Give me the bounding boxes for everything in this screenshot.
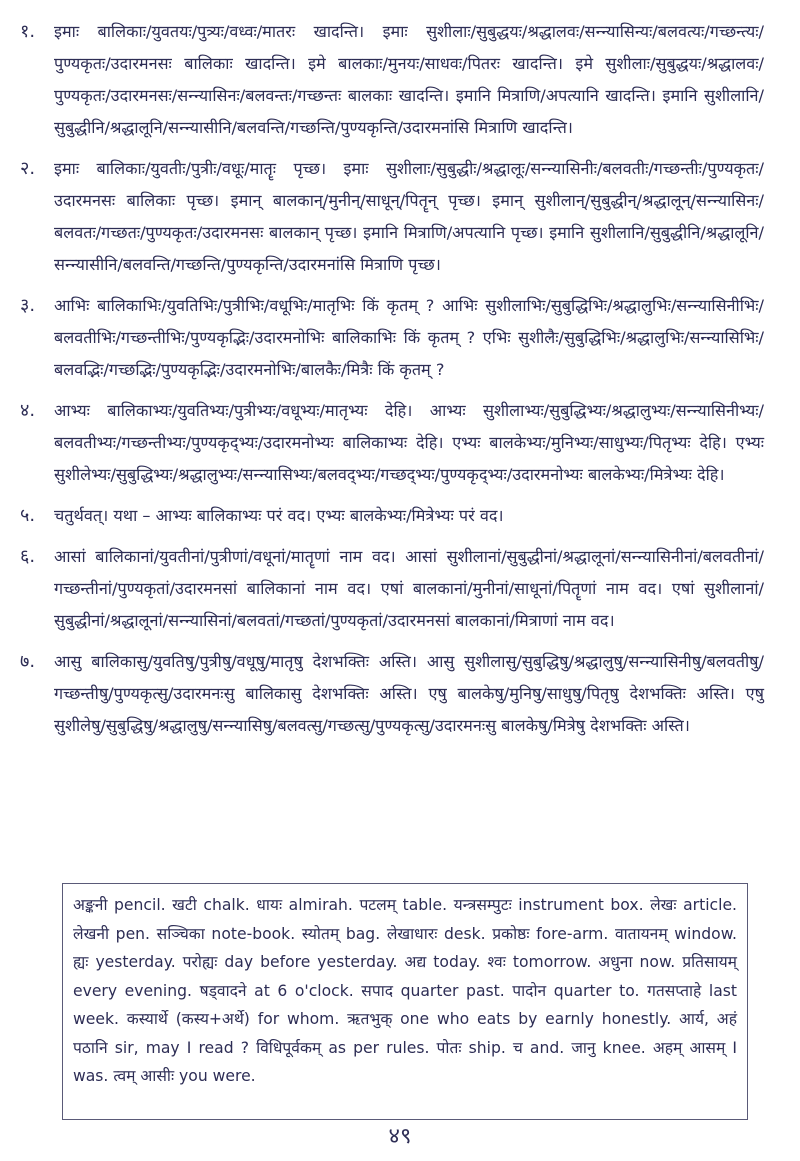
exercise-5 [20,500,764,532]
exercise-number: ४. [20,400,36,421]
page-number: ४९ [388,1124,412,1149]
exercise-number: ६. [20,546,36,567]
vocabulary-box [62,883,748,1120]
exercise-text: चतुर्थवत्। यथा – आभ्यः बालिकाभ्यः परं वद। एभ्यः बालकेभ्यः/मित्रेभ्यः परं वद। [54,506,504,525]
exercise-text: इमाः बालिकाः/युवतयः/पुत्र्यः/वध्वः/मातरः खादन्ति। इमाः सुशीलाः/सुबुद्धयः/श्रद्धालवः/सन्न्यासिन्यः/बलवत्यः/गच्छन्त्यः/पुण्यकृतः/उदारमनसः बालिकाः खादन्ति। इमे बालकाः/मुनयः/साधवः/पितरः खादन्ति। इमे सुशीलाः/सुबुद्धयः/श्रद्धालवः/पुण्यकृतः/उदारमनसः/सन्न्यासिनः/बलवन्तः/गच्छन्तः बालकाः खादन्ति। इमानि मित्राणि/अपत्यानि खादन्ति। इमानि सुशीलानि/सुबुद्धीनि/श्रद्धालूनि/सन्न्यासीनि/बलवन्ति/गच्छन्ति/पुण्यकृन्ति/उदारमनांसि मित्राणि खादन्ति। [54,22,764,137]
exercise-number: १. [20,21,36,42]
exercise-number: ३. [20,295,36,316]
exercise-text: आसां बालिकानां/युवतीनां/पुत्रीणां/वधूनां/मातॄणां नाम वद। आसां सुशीलानां/सुबुद्धीनां/श्रद्धालूनां/सन्न्यासिनीनां/बलवतीनां/गच्छन्तीनां/पुण्यकृतां/उदारमनसां बालिकानां नाम वद। एषां बालकानां/मुनीनां/साधूनां/पितॄणां नाम वद। एषां सुशीलानां/सुबुद्धीनां/श्रद्धालूनां/सन्न्यासिनां/बलवतां/गच्छतां/पुण्यकृतां/उदारमनसां बालकानां/मित्राणां नाम वद। [54,547,764,630]
exercise-number: २. [20,158,36,179]
exercise-3 [20,290,764,386]
exercise-2 [20,153,764,281]
exercise-7 [20,646,764,742]
vocabulary-text: अङ्कनी pencil. खटी chalk. धायः almirah. पटलम् table. यन्त्रसम्पुटः instrument box. लेखः article. लेखनी pen. सञ्चिका note-book. स्योतम् bag. लेखाधारः desk. प्रकोष्ठः fore-arm. वातायनम् window. ह्यः yesterday. परोह्यः day before yesterday. अद्य today. श्वः tomorrow. अधुना now. प्रतिसायम् every evening. षड्वादने at 6 o'clock. सपाद quarter past. पादोन quarter to. गतसप्ताहे last week. कस्यार्थे (कस्य+अर्थे) for whom. ऋतभुक् one who eats by earnly honestly. आर्य, अहं पठानि sir, may I read ? विधिपूर्वकम् as per rules. पोतः ship. च and. जानु knee. अहम् आसम् I was. त्वम् आसीः you were. [73,896,737,1085]
exercise-4 [20,395,764,491]
exercise-text: आभिः बालिकाभिः/युवतिभिः/पुत्रीभिः/वधूभिः/मातृभिः किं कृतम् ? आभिः सुशीलाभिः/सुबुद्धिभिः/श्रद्धालुभिः/सन्न्यासिनीभिः/बलवतीभिः/गच्छन्तीभिः/पुण्यकृद्भिः/उदारमनोभिः बालिकाभिः किं कृतम् ? एभिः सुशीलैः/सुबुद्धिभिः/श्रद्धालुभिः/सन्न्यासिभिः/बलवद्भिः/गच्छद्भिः/पुण्यकृद्भिः/उदारमनोभिः/बालकैः/मित्रैः किं कृतम् ? [54,296,764,379]
exercise-number: ७. [20,651,36,672]
exercise-6 [20,541,764,637]
exercise-text: इमाः बालिकाः/युवतीः/पुत्रीः/वधूः/मातॄः पृच्छ। इमाः सुशीलाः/सुबुद्धीः/श्रद्धालूः/सन्न्यासिनीः/बलवतीः/गच्छन्तीः/पुण्यकृतः/उदारमनसः बालिकाः पृच्छ। इमान् बालकान्/मुनीन्/साधून्/पितॄन् पृच्छ। इमान् सुशीलान्/सुबुद्धीन्/श्रद्धालून्/सन्न्यासिनः/बलवतः/गच्छतः/पुण्यकृतः/उदारमनसः बालकान् पृच्छ। इमानि मित्राणि/अपत्यानि पृच्छ। इमानि सुशीलानि/सुबुद्धीनि/श्रद्धालूनि/सन्न्यासीनि/बलवन्ति/गच्छन्ति/पुण्यकृन्ति/उदारमनांसि मित्राणि पृच्छ। [54,159,764,274]
exercise-text: आसु बालिकासु/युवतिषु/पुत्रीषु/वधूषु/मातृषु देशभक्तिः अस्ति। आसु सुशीलासु/सुबुद्धिषु/श्रद्धालुषु/सन्न्यासिनीषु/बलवतीषु/गच्छन्तीषु/पुण्यकृत्सु/उदारमनःसु बालिकासु देशभक्तिः अस्ति। एषु बालकेषु/मुनिषु/साधुषु/पितृषु देशभक्तिः अस्ति। एषु सुशीलेषु/सुबुद्धिषु/श्रद्धालुषु/सन्न्यासिषु/बलवत्सु/गच्छत्सु/पुण्यकृत्सु/उदारमनःसु बालकेषु/मित्रेषु देशभक्तिः अस्ति। [54,652,764,735]
exercise-1 [20,16,764,144]
exercise-text: आभ्यः बालिकाभ्यः/युवतिभ्यः/पुत्रीभ्यः/वधूभ्यः/मातृभ्यः देहि। आभ्यः सुशीलाभ्यः/सुबुद्धिभ्यः/श्रद्धालुभ्यः/सन्न्यासिनीभ्यः/बलवतीभ्यः/गच्छन्तीभ्यः/पुण्यकृद्भ्यः/उदारमनोभ्यः बालिकाभ्यः देहि। एभ्यः बालकेभ्यः/मुनिभ्यः/साधुभ्यः/पितृभ्यः देहि। एभ्यः सुशीलेभ्यः/सुबुद्धिभ्यः/श्रद्धालुभ्यः/सन्न्यासिभ्यः/बलवद्भ्यः/गच्छद्भ्यः/पुण्यकृद्भ्यः/उदारमनोभ्यः बालकेभ्यः/मित्रेभ्यः देहि। [54,401,764,484]
exercise-number: ५. [20,505,36,526]
